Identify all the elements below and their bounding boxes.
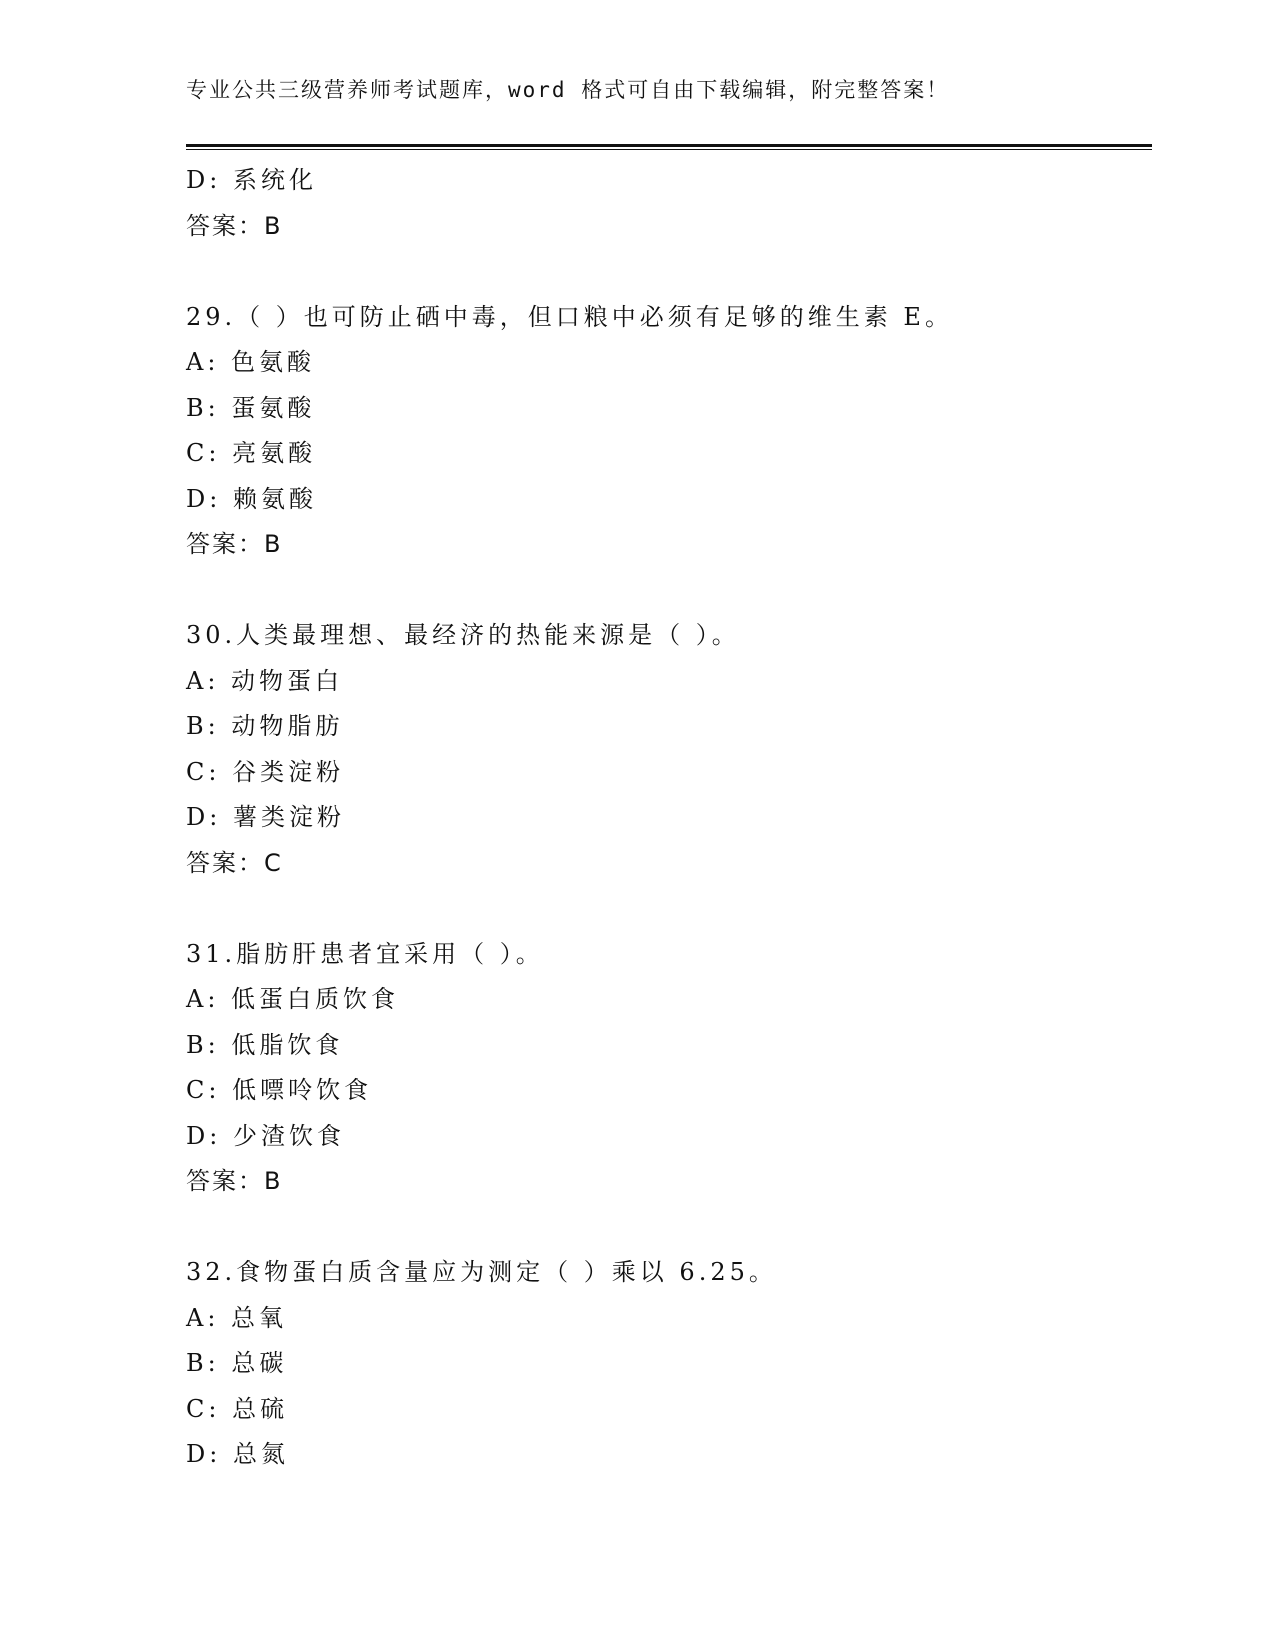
option-line: D: 赖氨酸: [186, 484, 317, 513]
question-stem: 31.脂肪肝患者宜采用（ ）。: [186, 939, 544, 968]
option-line: A: 低蛋白质饮食: [186, 985, 400, 1013]
option-line: D: 系统化: [186, 166, 317, 194]
option-line: A: 总氧: [186, 1303, 288, 1332]
option-line: D: 总氮: [186, 1440, 289, 1468]
question-stem: 29.（ ）也可防止硒中毒，但口粮中必须有足够的维生素 E。: [186, 302, 953, 331]
option-line: B: 低脂饮食: [186, 1030, 344, 1059]
option-line: D: 薯类淀粉: [186, 803, 345, 831]
option-line: C: 谷类淀粉: [186, 757, 345, 786]
option-line: B: 动物脂肪: [186, 712, 344, 740]
answer-line: 答案：C: [186, 848, 283, 877]
option-line: D: 少渣饮食: [186, 1121, 345, 1150]
option-line: B: 总碳: [186, 1349, 288, 1377]
option-line: C: 总硫: [186, 1394, 289, 1423]
answer-line: 答案：B: [186, 211, 283, 240]
option-line: A: 动物蛋白: [186, 666, 344, 695]
page-header: 专业公共三级营养师考试题库，word 格式可自由下载编辑，附完整答案！: [186, 78, 950, 102]
option-line: A: 色氨酸: [186, 348, 316, 376]
answer-line: 答案：B: [186, 530, 283, 558]
option-line: C: 低嘌呤饮食: [186, 1076, 373, 1104]
question-list: [186, 158, 1152, 1478]
header-rule: [186, 144, 1152, 150]
question-stem: 32.食物蛋白质含量应为测定（ ）乘以 6.25。: [186, 1258, 777, 1286]
option-line: B: 蛋氨酸: [186, 393, 316, 422]
question-stem: 30.人类最理想、最经济的热能来源是（ ）。: [186, 621, 740, 649]
option-line: C: 亮氨酸: [186, 439, 317, 467]
answer-line: 答案：B: [186, 1167, 283, 1195]
